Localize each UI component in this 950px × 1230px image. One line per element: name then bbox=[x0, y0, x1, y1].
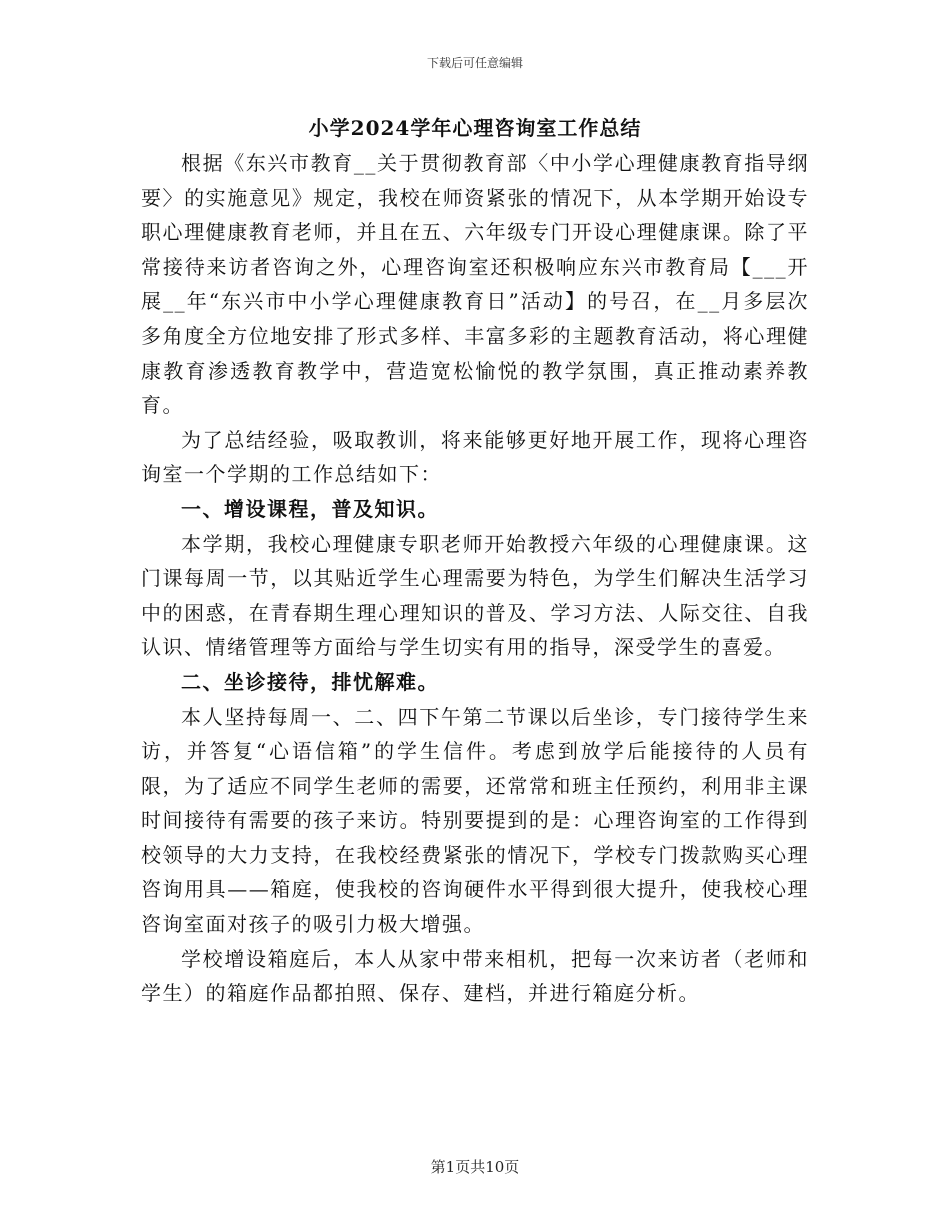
paragraph-intro: 根据《东兴市教育__关于贯彻教育部〈中小学心理健康教育指导纲要〉的实施意见》规定，我校在师资紧张的情况下，从本学期开始设专职心理健康教育老师，并且在五、六年级专门开设心理健康课。除了平常接待来访者咨询之外，心理咨询室还积极响应东兴市教育局【___开展__年“东兴市中小学心理健康教育日”活动】的号召，在__月多层次多角度全方位地安排了形式多样、丰富多彩的主题教育活动，将心理健康教育渗透教育教学中，营造宽松愉悦的教学氛围，真正推动素养教育。 bbox=[141, 151, 809, 418]
document-title: 小学2024学年心理咨询室工作总结 bbox=[308, 116, 642, 140]
section-heading-2: 二、坐诊接待，排忧解难。 bbox=[181, 669, 439, 694]
page-footer: 第1页共10页 bbox=[430, 1158, 520, 1176]
paragraph-purpose: 为了总结经验，吸取教训，将来能够更好地开展工作，现将心理咨询室一个学期的工作总结如下： bbox=[141, 427, 809, 487]
section-heading-1: 一、增设课程，普及知识。 bbox=[181, 496, 439, 521]
header-note: 下载后可任意编辑 bbox=[426, 56, 523, 70]
paragraph-section-2-cont: 学校增设箱庭后，本人从家中带来相机，把每一次来访者（老师和学生）的箱庭作品都拍照、保存、建档，并进行箱庭分析。 bbox=[141, 946, 809, 1006]
document-body bbox=[141, 146, 809, 1011]
paragraph-section-1: 本学期，我校心理健康专职老师开始教授六年级的心理健康课。这门课每周一节，以其贴近学生心理需要为特色，为学生们解决生活学习中的困惑，在青春期生理心理知识的普及、学习方法、人际交往、自我认识、情绪管理等方面给与学生切实有用的指导，深受学生的喜爱。 bbox=[141, 531, 809, 660]
paragraph-section-2: 本人坚持每周一、二、四下午第二节课以后坐诊，专门接待学生来访，并答复“心语信箱”的学生信件。考虑到放学后能接待的人员有限，为了适应不同学生老师的需要，还常常和班主任预约，利用非主课时间接待有需要的孩子来访。特别要提到的是：心理咨询室的工作得到校领导的大力支持，在我校经费紧张的情况下，学校专门拨款购买心理咨询用具——箱庭，使我校的咨询硬件水平得到很大提升，使我校心理咨询室面对孩子的吸引力极大增强。 bbox=[141, 704, 809, 937]
